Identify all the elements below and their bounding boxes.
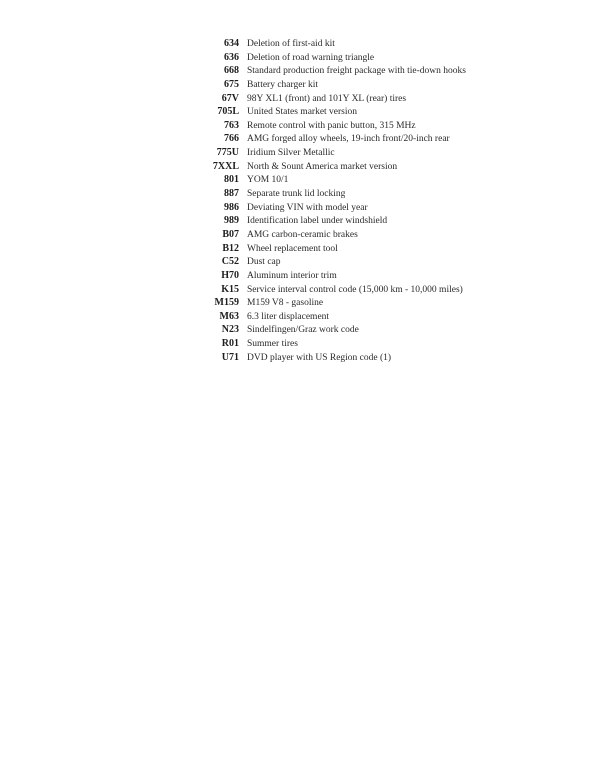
option-description: Remote control with panic button, 315 MHz (247, 120, 416, 131)
option-row (200, 187, 530, 201)
option-description: 6.3 liter displacement (247, 311, 330, 322)
option-row (200, 351, 530, 365)
option-description: AMG forged alloy wheels, 19-inch front/20-inch rear (247, 134, 450, 145)
option-code: 775U (216, 147, 239, 159)
option-description: Aluminum interior trim (247, 270, 337, 281)
option-code-list (200, 37, 530, 364)
option-row (200, 201, 530, 215)
option-code: R01 (221, 338, 239, 350)
option-row (200, 242, 530, 256)
option-code: 986 (224, 201, 239, 213)
option-code: B12 (222, 242, 239, 254)
option-row (200, 132, 530, 146)
option-description: North & Sount America market version (247, 161, 398, 172)
option-code: H70 (221, 269, 239, 281)
option-row (200, 323, 530, 337)
option-row (200, 228, 530, 242)
option-description: Wheel replacement tool (247, 243, 338, 254)
option-row (200, 105, 530, 119)
option-description: Deletion of road warning triangle (247, 52, 375, 63)
option-row (200, 37, 530, 51)
option-row (200, 78, 530, 92)
option-row (200, 269, 530, 283)
option-row (200, 92, 530, 106)
option-description: AMG carbon-ceramic brakes (247, 229, 358, 240)
option-row (200, 173, 530, 187)
option-code: B07 (222, 228, 239, 240)
option-description: YOM 10/1 (247, 175, 289, 186)
option-code: 705L (217, 106, 239, 118)
option-row (200, 255, 530, 269)
option-description: Summer tires (247, 339, 298, 350)
option-code: 887 (224, 188, 239, 200)
option-description: 98Y XL1 (front) and 101Y XL (rear) tires (247, 93, 407, 104)
option-code: 801 (224, 174, 239, 186)
option-code: K15 (221, 283, 239, 295)
option-description: Dust cap (247, 257, 281, 268)
option-code: 634 (224, 38, 239, 49)
option-code: 67V (221, 92, 239, 104)
option-row (200, 119, 530, 133)
option-description: Service interval control code (15,000 km - 10,000 miles) (247, 284, 463, 295)
option-code: 763 (224, 119, 239, 131)
option-row (200, 64, 530, 78)
option-row (200, 146, 530, 160)
option-code: U71 (221, 351, 239, 363)
option-code: 675 (224, 78, 239, 90)
option-description: Iridium Silver Metallic (247, 148, 335, 159)
option-description: Deletion of first-aid kit (247, 39, 335, 49)
option-row (200, 160, 530, 174)
option-description: Identification label under windshield (247, 216, 388, 227)
option-row (200, 283, 530, 297)
option-description: Deviating VIN with model year (247, 202, 368, 213)
option-row (200, 296, 530, 310)
option-code: M159 (214, 297, 239, 309)
option-description: Sindelfingen/Graz work code (247, 325, 359, 336)
option-code: 668 (224, 65, 239, 77)
option-row (200, 337, 530, 351)
option-code: N23 (221, 324, 239, 336)
option-code: 7XXL (212, 160, 239, 172)
option-code: M63 (219, 310, 239, 322)
option-description: Separate trunk lid locking (247, 189, 346, 200)
option-row (200, 51, 530, 65)
option-description: United States market version (247, 107, 358, 118)
option-description: Standard production freight package with tie-down hooks (247, 66, 466, 77)
option-description: Battery charger kit (247, 79, 319, 90)
option-code: 636 (224, 51, 239, 63)
option-code: 766 (224, 133, 239, 145)
option-code: 989 (224, 215, 239, 227)
option-row (200, 214, 530, 228)
option-description: M159 V8 - gasoline (247, 298, 324, 309)
option-code: C52 (221, 256, 239, 268)
option-description: DVD player with US Region code (1) (247, 352, 392, 363)
option-row (200, 310, 530, 324)
